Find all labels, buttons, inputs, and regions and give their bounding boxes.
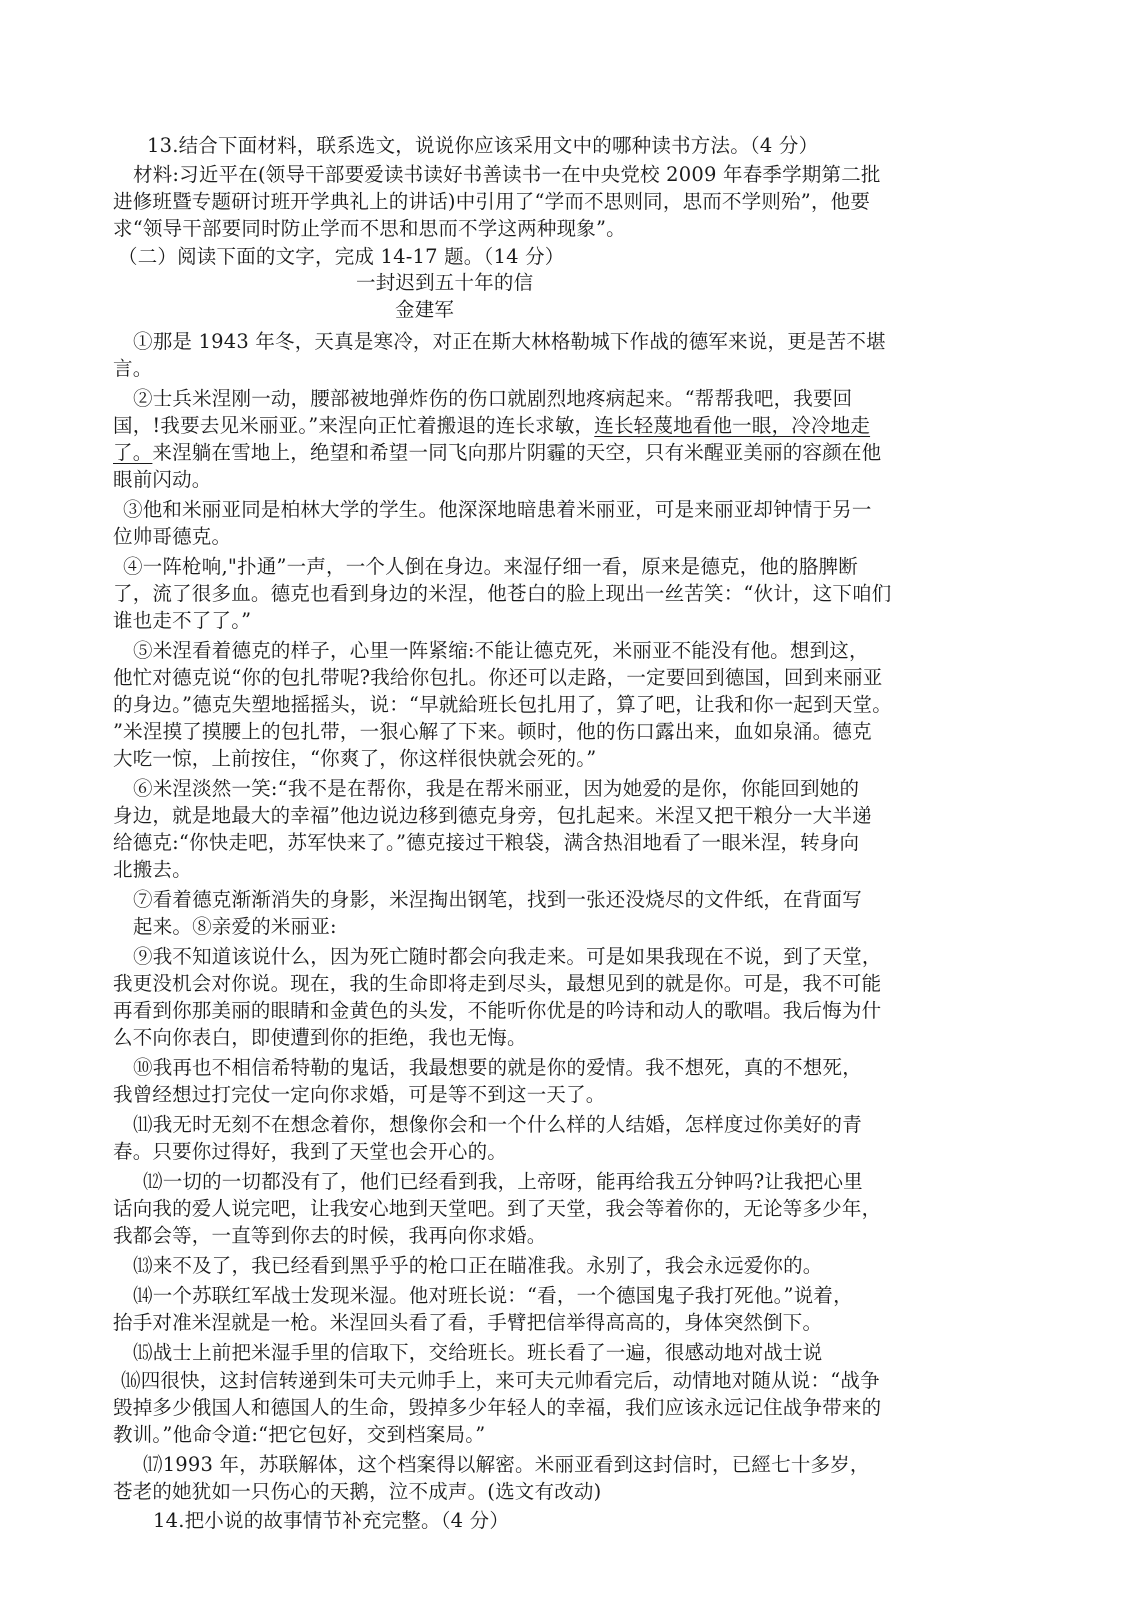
paragraph-line: 教训。”他命令道:“把它包好，交到档案局。”	[113, 1423, 486, 1446]
paragraph-line: ⑩我再也不相信希特勒的鬼话，我最想要的就是你的爱情。我不想死，真的不想死，	[133, 1056, 862, 1079]
paragraph-line: 言。	[113, 357, 153, 380]
paragraph-line: ⑾我无时无刻不在想念着你，想像你会和一个什么样的人结婚，怎样度过你美好的青	[133, 1113, 862, 1136]
paragraph-line: ⒄1993 年，苏联解体，这个档案得以解密。米丽亚看到这封信时，已經七十多岁，	[143, 1453, 870, 1476]
paragraph-line: 话向我的爱人说完吧，让我安心地到天堂吧。到了天堂，我会等着你的，无论等多少年，	[113, 1197, 882, 1220]
paragraph-line: ③他和米丽亚同是柏林大学的学生。他深深地暗患着米丽亚，可是来丽亚却钟情于另一	[123, 498, 872, 521]
paragraph-line: 大吃一惊，上前按住，“你爽了，你这样很快就会死的。”	[113, 747, 597, 770]
paragraph-line: 给德克:“你快走吧，苏军快来了。”德克接过干粮袋，满含热泪地看了一眼米涅，转身向	[113, 831, 860, 854]
paragraph-line: ⒂战士上前把米湿手里的信取下，交给班长。班长看了一遍，很感动地对战士说	[133, 1341, 823, 1364]
paragraph-line: ⑤米涅看着德克的样子，心里一阵紧缩:不能让德克死，米丽亚不能没有他。想到这，	[133, 639, 869, 662]
paragraph-line: ⒁一个苏联红军战士发现米湿。他对班长说：“看，一个德国鬼子我打死他。”说着，	[133, 1284, 853, 1307]
paragraph-line: 起来。⑧亲爱的米丽亚:	[133, 915, 337, 938]
paragraph-line: ⒀来不及了，我已经看到黑乎乎的枪口正在瞄准我。永别了，我会永远爱你的。	[133, 1254, 823, 1277]
paragraph-line: 谁也走不了了。”	[113, 609, 252, 632]
paragraph-line: 抬手对准米涅就是一枪。米涅回头看了看，手臂把信举得高高的，身体突然倒下。	[113, 1311, 823, 1334]
paragraph-line: 我曾经想过打完仗一定向你求婚，可是等不到这一天了。	[113, 1083, 606, 1106]
paragraph-line: 再看到你那美丽的眼睛和金黄色的头发，不能听你优是的吟诗和动人的歌唱。我后悔为什	[113, 999, 882, 1022]
paragraph-line: 苍老的她犹如一只伤心的天鹅，泣不成声。(选文有改动)	[113, 1480, 602, 1503]
paragraph-line: 他忙对德克说“你的包扎带呢?我给你包扎。你还可以走路，一定要回到德国，回到来丽亚	[113, 666, 883, 689]
paragraph-line: ⑥米涅淡然一笑:“我不是在帮你，我是在帮米丽亚，因为她爱的是你，你能回到她的	[133, 777, 860, 800]
paragraph-line: 么不向你表白，即使遭到你的拒绝，我也无悔。	[113, 1026, 527, 1049]
paragraph-line: ⑦看着德克渐渐消失的身影，米涅掏出钢笔，找到一张还没烧尽的文件纸，在背面写	[133, 888, 862, 911]
underlined-sentence: 连长轻蔑地看他一眼，冷冷地走	[594, 414, 871, 437]
paragraph-line: ②士兵米涅刚一动，腰部被地弹炸伤的伤口就剧烈地疼病起来。“帮帮我吧，我要回	[133, 387, 853, 410]
paragraph-line	[113, 413, 870, 439]
paragraph-line: ⒃四很快，这封信转递到朱可夫元帅手上，来可夫元帅看完后，动情地对随从说：“战争	[121, 1369, 880, 1392]
paragraph-line: ④一阵枪响,"扑通”一声，一个人倒在身边。来湿仔细一看，原来是德克，他的胳脾断	[123, 555, 858, 578]
paragraph-line: 北搬去。	[113, 858, 192, 881]
question-13-material-line: 材料:习近平在(领导干部要爱读书读好书善读书一在中央党校 2009 年春季学期第二批	[133, 163, 881, 186]
paragraph-line: 位帅哥德克。	[113, 525, 232, 548]
paragraph-line: ⑨我不知道该说什么，因为死亡随时都会向我走来。可是如果我现在不说，到了天堂，	[133, 945, 882, 968]
article-title: 一封迟到五十年的信	[356, 271, 534, 294]
paragraph-line: ①那是 1943 年冬，天真是寒冷，对正在斯大林格勒城下作战的德军来说，更是苦不堪	[133, 330, 886, 353]
paragraph-line	[113, 440, 881, 466]
paragraph-line: 春。只要你过得好，我到了天堂也会开心的。	[113, 1140, 508, 1163]
paragraph-text: 来涅躺在雪地上，绝望和希望一同飞向那片阴霾的天空，只有米醒亚美丽的容颜在他	[152, 441, 882, 464]
question-13-material-line: 求“领导干部要同时防止学而不思和思而不学这两种现象”。	[113, 217, 626, 240]
underlined-sentence: 了。	[113, 441, 153, 464]
paragraph-text: 国，!我要去见米丽亚。”来涅向正忙着搬退的连长求敏，	[113, 414, 595, 437]
paragraph-line: 了，流了很多血。德克也看到身边的米涅，他苍白的脸上现出一丝苦笑：“伙计，这下咱们	[113, 582, 892, 605]
paragraph-line: ”米涅摸了摸腰上的包扎带，一狠心解了下来。顿时，他的伤口露出来，血如泉涌。德克	[113, 720, 872, 743]
article-author: 金建军	[395, 298, 455, 321]
paragraph-line: 我更没机会对你说。现在，我的生命即将走到尽头，最想见到的就是你。可是，我不可能	[113, 972, 882, 995]
paragraph-line: 毁掉多少俄国人和德国人的生命，毁掉多少年轻人的幸福，我们应该永远记住战争带来的	[113, 1396, 882, 1419]
paragraph-line: 身边，就是地最大的幸福”他边说边移到德克身旁，包扎起来。米涅又把干粮分一大半递	[113, 804, 872, 827]
question-14-prompt: 14.把小说的故事情节补充完整。（4 分）	[153, 1509, 510, 1532]
paragraph-line: ⑿一切的一切都没有了，他们已经看到我，上帝呀，能再给我五分钟吗?让我把心里	[143, 1170, 863, 1193]
question-13-material-line: 进修班暨专题研讨班开学典礼上的讲话)中引用了“学而不思则同，思而不学则殆”，他要	[113, 190, 871, 213]
question-13-prompt: 13.结合下面材料，联系选文，说说你应该采用文中的哪种读书方法。（4 分）	[147, 134, 819, 157]
paragraph-line: 眼前闪动。	[113, 468, 212, 491]
paragraph-line: 的身边。”德克失塑地摇摇头，说：“早就給班长包扎用了，算了吧，让我和你一起到天堂。	[113, 693, 892, 716]
paragraph-line: 我都会等，一直等到你去的时候，我再向你求婚。	[113, 1224, 547, 1247]
section-2-heading: （二）阅读下面的文字，完成 14-17 题。（14 分）	[118, 245, 565, 268]
